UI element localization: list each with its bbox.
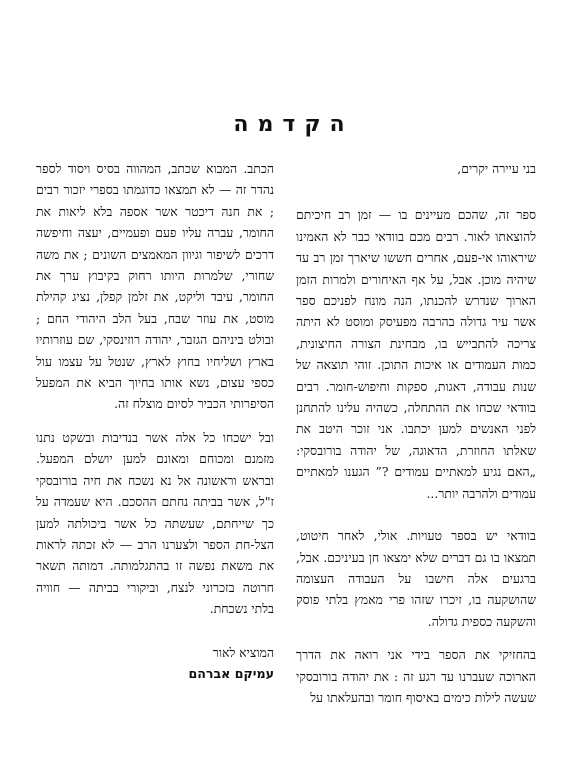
signature-block: [36, 642, 274, 685]
signature-name: עמיקם אברהם: [188, 665, 274, 681]
paragraph: בהחזיקי את הספר בידי אני רואה את הדרך הארוכה שעברנו עד רגע זה : את יהודה בורובסקי שעשה לילות כימים באיסוף חומר ובהעלאתו על: [296, 647, 536, 705]
paragraph: ובל ישכחו כל אלה אשר בנדיבות ובשקט נתנו מזמנם ומכוחם ומאונם למען יושלם המפעל. ובראש וראשונה אל נא נשכח את חיה בורובסקי ז"ל, אשר בביתה נחתם ההסכם. היא שעמדה על כך שייחתם, שעשתה כל אשר ביכולתה למען הצל-חת הספר ולצערנו הרב — לא זכתה לראות את משאת נפשה זו בהתגלמותה. דמותה תשאר חרוטה בזכרוני לנצח, וביקורי בביתה — חוויה בלתי נשכחת.: [36, 429, 274, 617]
greeting: בני עיירה יקרים,: [457, 161, 536, 176]
paragraph: בוודאי יש בספר טעויות. אולי, לאחר חיטוט, תמצאו בו גם דברים שלא ימצאו חן בעיניכם. אבל, ברגעים אלה חישבו על העבודה העצומה שהושקעה בו, זיכרו שזהו פרי מאמץ בלתי פוסק והשקעה כספית גדולה.: [296, 528, 536, 629]
paragraph: ספר זה, שהכם מעיינים בו — זמן רב חיכיתם להוצאתו לאור. רבים מכם בוודאי כבר לא האמינו שיראוהו אי-פעם, אחרים חששו שיארך זמן רב עד שיהיה מוכן. אבל, על אף האיחורים ולמרות הזמן הארוך שנדרש להכנתו, הנה מונח לפניכם ספר אשר עיר גדולה בהרבה מפעיסק ומוסט לא היתה צריכה להתבייש בו, מבחינת הצורה החיצונית, כמות העמודים או איכות התוכן. זוהי תוצאה של שנות עבודה, דאגות, ספקות וחיפוש-חומר. רבים בוודאי שכחו את ההתחלה, כשהיה עלינו להתחנן לפני האנשים למען יכתבו. אני זוכר היטב את שאלתו החוזרת, הדאוגה, של יהודה בורובסקי: „האם נגיע למאתיים עמודים ?” הגענו למאתיים עמודים ולהרבה יותר...: [296, 207, 536, 501]
left-column: [36, 158, 274, 684]
right-column: [296, 158, 536, 708]
signature-role: המוציא לאור: [212, 644, 274, 660]
page-title: הקדמה: [233, 112, 354, 137]
paragraph: הכתב. המבוא שכתב, המהווה בסיס ויסוד לספר נהדר זה — לא תמצאו כדוגמתו בספרי יזכור רבים ; את חנה דיכטר אשר אספה בלא ליאות את החומר, עברה עליו פעם ופעמיים, יעצה וחיפשה דרכים לשיפור וגיוון המאמצים השונים ; את משה שחורי, שלמרות היותו רחוק בקיבוץ ערך את החומר, עיבד וליקט, את זלמן קפלן, נציג קהילת מוסט, את עוזר שבח, בעל הלב היהודי החם ; ובולט ביניהם הגזבר, יהודה רוזינסקי, שם עוזרותיו בארץ ושליחיו בחוץ לארץ, שנטל על עצמו עול כספי עצום, נשא אותו בחיוך הביא את המפעל הסיפרותי הכביר לסיום מוצלח זה.: [36, 161, 274, 412]
